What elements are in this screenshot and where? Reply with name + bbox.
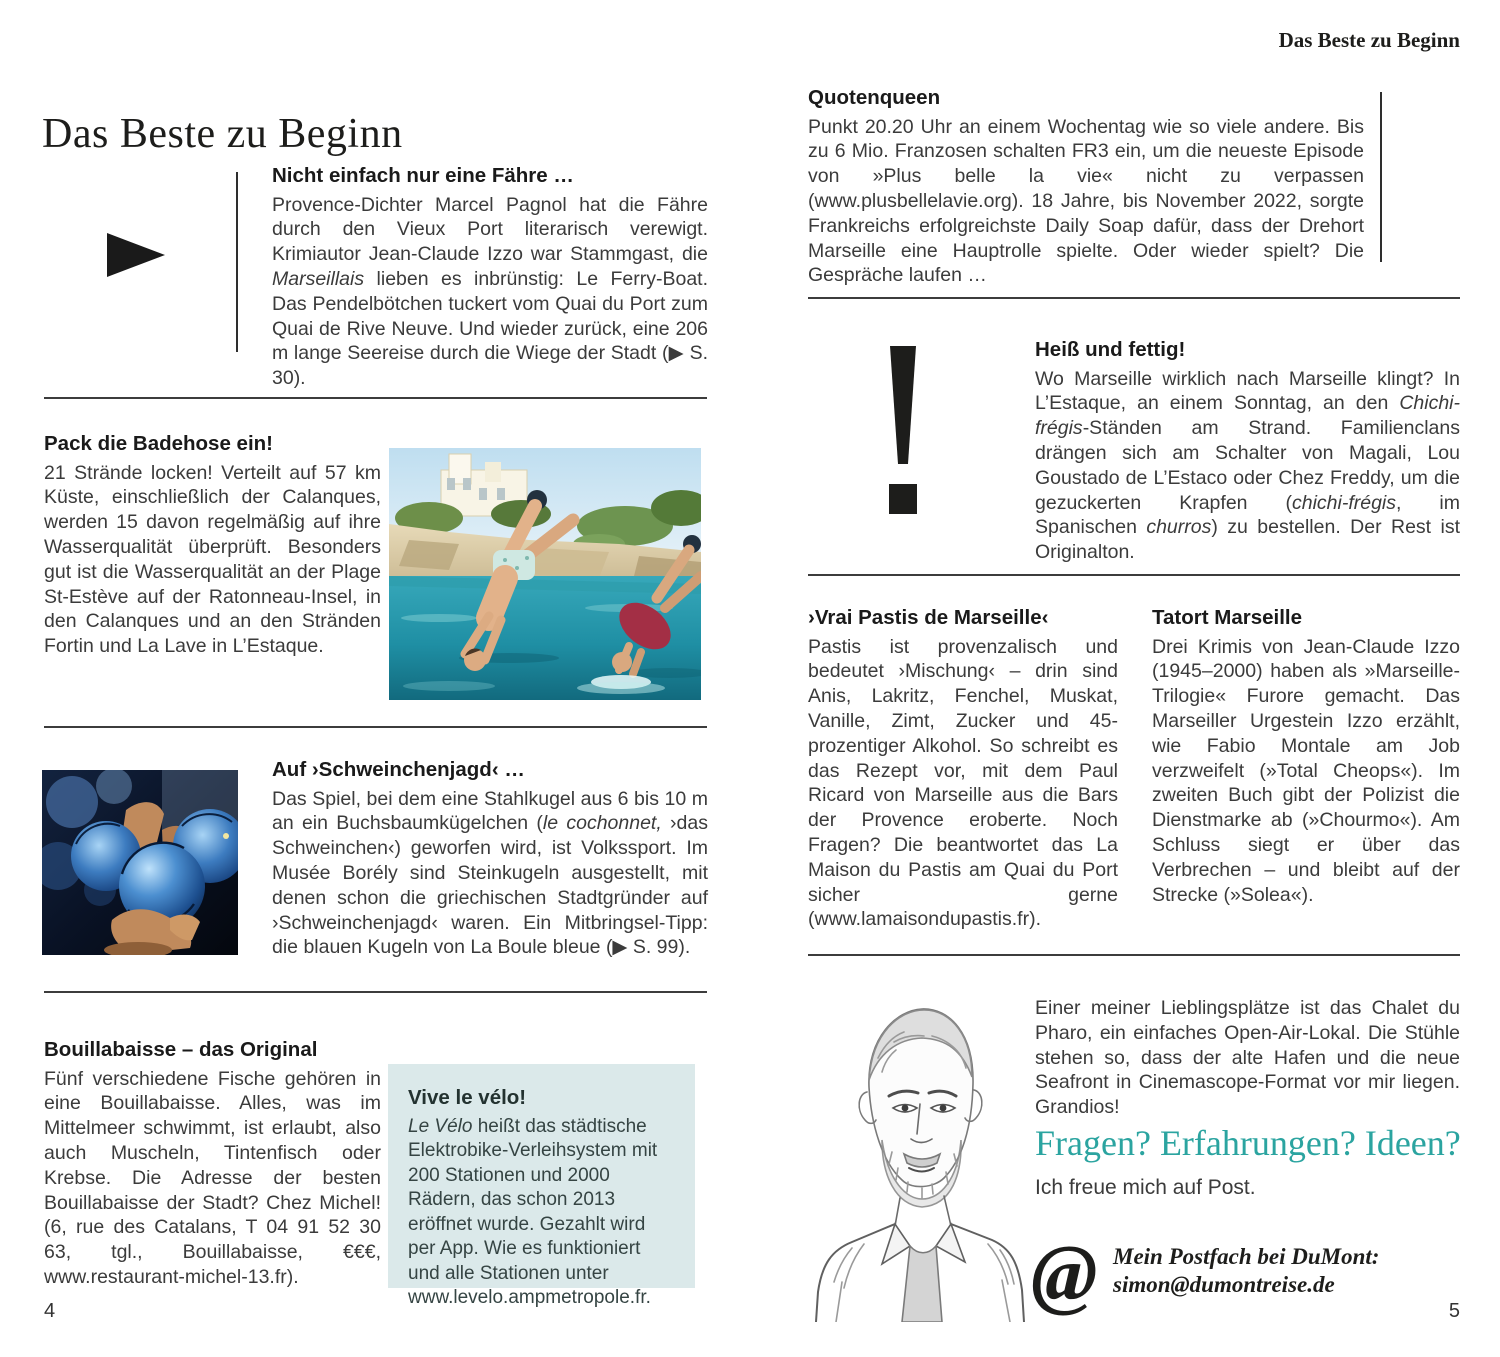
- at-icon: @: [1031, 1230, 1098, 1318]
- section-heading-quotenqueen: Quotenqueen: [808, 86, 941, 109]
- section-heading-bouillabaisse: Bouillabaisse – das Original: [44, 1038, 318, 1061]
- vertical-divider: [1380, 92, 1382, 262]
- section-body-pastis: Pastis ist provenzalisch und bedeutet ›Mischung‹ – drin sind Anis, Lakritz, Fenchel, Muskat, Vanille, Zimt, Zucker und 45-prozentiger Alkohol. So schreibt es das Rezept vor, mit dem Paul Ricard von Marseille aus die Bars der Provence eroberte. Noch Fragen? Die beantwortet das La Maison du Pastis am Quai du Port sicher gerne (www.lamaisondupastis.fr).: [808, 635, 1118, 931]
- section-heading-beaches: Pack die Badehose ein!: [44, 432, 274, 455]
- section-body-petanque: Das Spiel, bei dem eine Stahlkugel aus 6 bis 10 m an ein Buchsbaumkügelchen (le cochonnet, ›das Schweinchen‹) geworfen wird, ist Volkssport. Im Musée Borély sind Steinkugeln ausgestellt, mit denen schon die griechischen Stadtgründer auf ›Schweinchenjagd‹ waren. Ein Mitbringsel-Tipp: die blauen Kugeln von La Boule bleue (▶ S. 99).: [272, 787, 708, 959]
- author-portrait-sketch: [812, 992, 1027, 1322]
- velo-info-box: [388, 1064, 695, 1309]
- section-body-beaches: 21 Strände locken! Verteilt auf 57 km Küste, einschließlich der Calanques, werden 15 davon regelmäßig auf ihre Wasserqualität überprüft. Besonders gut ist die Wasserqualität an der Plage St-Estève auf der Ratonneau-Insel, in den Calanques und an den Stränden Fortin und La Lave in L’Estaque.: [44, 461, 381, 658]
- section-body-tatort: Drei Krimis von Jean-Claude Izzo (1945–2000) haben als »Marseille-Trilogie« Furore gemacht. Das Marseiller Urgestein Izzo erzählt, wie Fabio Montale am Job verzweifelt (»Total Cheops«). Im zweiten Buch gibt der Polizist die Dienstmarke ab (»Chourmo«). Am Schluss siegt er über das Verbrechen – und bleibt auf der Strecke (»Solea«).: [1152, 635, 1460, 906]
- page-number-left: 4: [44, 1300, 56, 1322]
- divider: [44, 991, 707, 993]
- divider: [808, 954, 1460, 956]
- author-post-line: Ich freue mich auf Post.: [1035, 1176, 1256, 1199]
- divider: [808, 574, 1460, 576]
- page-number-right: 5: [1448, 1300, 1460, 1322]
- section-heading-petanque: Auf ›Schweinchenjagd‹ …: [272, 758, 525, 781]
- page-title: Das Beste zu Beginn: [42, 111, 403, 158]
- running-header: Das Beste zu Beginn: [1278, 28, 1460, 52]
- section-heading-tatort: Tatort Marseille: [1152, 606, 1302, 629]
- divider: [44, 726, 707, 728]
- section-body-quotenqueen: Punkt 20.20 Uhr an einem Wochentag wie so viele andere. Bis zu 6 Mio. Franzosen schalten FR3 ein, um die neueste Episode von »Plus belle la vie« nicht zu verpassen (www.plusbellelavie.org). 18 Jahre, bis November 2022, sorgte Frankreichs erfolgreichste Daily Soap dafür, dass der Drehort Marseille eine Hauptrolle spielte. Oder wieder spielt? Die Gespräche laufen …: [808, 115, 1364, 287]
- play-triangle-icon: [107, 233, 165, 277]
- exclamation-icon: [888, 346, 918, 514]
- author-quote: Einer meiner Lieblingsplätze ist das Chalet du Pharo, ein einfaches Open-Air-Lokal. Die Stühle stehen so, dass der alte Hafen und die neue Seafront in Cinemascope-Format vor mir liegen. Grandios!: [1035, 997, 1460, 1119]
- section-body-bouillabaisse: Fünf verschiedene Fische gehören in eine Bouillabaisse. Alles, was im Mittelmeer schwimmt, ist erlaubt, also auch Muscheln, Tintenfisch oder Krebse. Die Adresse der besten Bouillabaisse der Stadt? Chez Michel! (6, rue des Catalans, T 04 91 52 30 63, tgl., Bouillabaisse, €€€, www.restaurant-michel-13.fr).: [44, 1067, 381, 1288]
- box-body-velo: Le Vélo heißt das städtische Elektrobike-Verleihsystem mit 200 Stationen und 2000 Rädern, das schon 2013 eröffnet wurde. Gezahlt wird per App. Wie es funktioniert und alle Stationen unter www.levelo.ampmetropole.fr.: [408, 1115, 658, 1309]
- section-heading-ferry: Nicht einfach nur eine Fähre …: [272, 164, 574, 187]
- section-heading-heiss: Heiß und fettig!: [1035, 338, 1186, 361]
- author-cta: Fragen? Erfahrungen? Ideen?: [1035, 1123, 1461, 1163]
- section-heading-pastis: ›Vrai Pastis de Marseille‹: [808, 606, 1049, 629]
- vertical-divider: [236, 172, 238, 352]
- section-body-heiss: Wo Marseille wirklich nach Marseille klingt? In L’Estaque, an einem Sonntag, an den Chichi-frégis-Ständen am Strand. Familienclans drängen sich am Schalter von Magali, Lou Goustado de L’Estaco oder Chez Freddy, um die gezuckerten Krapfen (chichi-frégis, im Spanischen churros) zu bestellen. Der Rest ist Originalton.: [1035, 367, 1461, 564]
- petanque-photo: [42, 770, 238, 955]
- mailbox-address: simon@dumontreise.de: [1113, 1272, 1335, 1297]
- divider: [44, 397, 707, 399]
- mailbox-label: Mein Postfach bei DuMont:: [1113, 1244, 1380, 1269]
- diving-photo: [389, 448, 701, 700]
- divider: [808, 297, 1460, 299]
- box-heading-velo: Vive le vélo!: [408, 1086, 527, 1109]
- section-body-ferry: Provence-Dichter Marcel Pagnol hat die Fähre durch den Vieux Port literarisch verewigt. Krimiautor Jean-Claude Izzo war Stammgast, die Marseillais lieben es inbrünstig: Le Ferry-Boat. Das Pendelbötchen tuckert vom Quai du Port zum Quai de Rive Neuve. Und wieder zurück, eine 206 m lange Seereise durch die Wiege der Stadt (▶ S. 30).: [272, 193, 708, 390]
